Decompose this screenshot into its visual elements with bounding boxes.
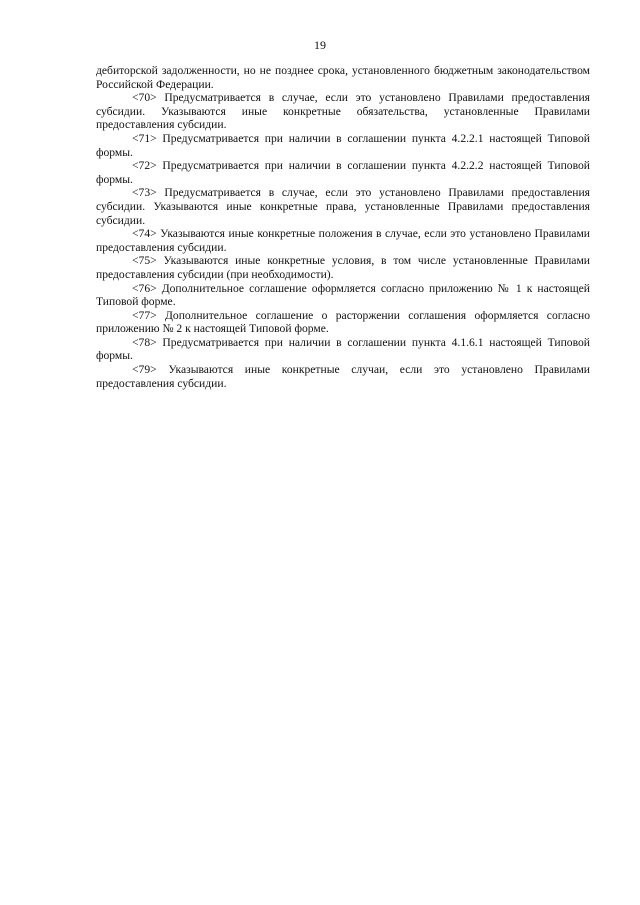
- footnote-77: <77> Дополнительное соглашение о расторжении соглашения оформляется согласно приложению № 2 к настоящей Типовой форме.: [96, 308, 590, 336]
- footnote-72: <72> Предусматривается при наличии в соглашении пункта 4.2.2.2 настоящей Типовой формы.: [96, 159, 590, 186]
- footnote-78: <78> Предусматривается при наличии в соглашении пункта 4.1.6.1 настоящей Типовой формы.: [96, 335, 590, 363]
- footnote-70: <70> Предусматривается в случае, если это установлено Правилами предоставления субсидии. Указываются иные конкретные обязательства, установленные Правилами предоставления субсидии.: [96, 91, 590, 132]
- footnote-79: <79> Указываются иные конкретные случаи, если это установлено Правилами предоставления субсидии.: [96, 363, 590, 390]
- page-number: 19: [314, 38, 326, 52]
- footnote-73: <73> Предусматривается в случае, если это установлено Правилами предоставления субсидии. Указываются иные конкретные права, установленные Правилами предоставления субсидии.: [96, 186, 590, 227]
- footnote-71: <71> Предусматривается при наличии в соглашении пункта 4.2.2.1 настоящей Типовой формы.: [96, 131, 590, 159]
- footnote-75: <75> Указываются иные конкретные условия, в том числе установленные Правилами предоставления субсидии (при необходимости).: [96, 254, 590, 281]
- footnote-74: <74> Указываются иные конкретные положения в случае, если это установлено Правилами предоставления субсидии.: [96, 227, 590, 254]
- document-body: [96, 64, 590, 390]
- footnote-76: <76> Дополнительное соглашение оформляется согласно приложению № 1 к настоящей Типовой форме.: [96, 281, 590, 309]
- paragraph-continuation: дебиторской задолженности, но не позднее срока, установленного бюджетным законодательством Российской Федерации.: [96, 64, 590, 91]
